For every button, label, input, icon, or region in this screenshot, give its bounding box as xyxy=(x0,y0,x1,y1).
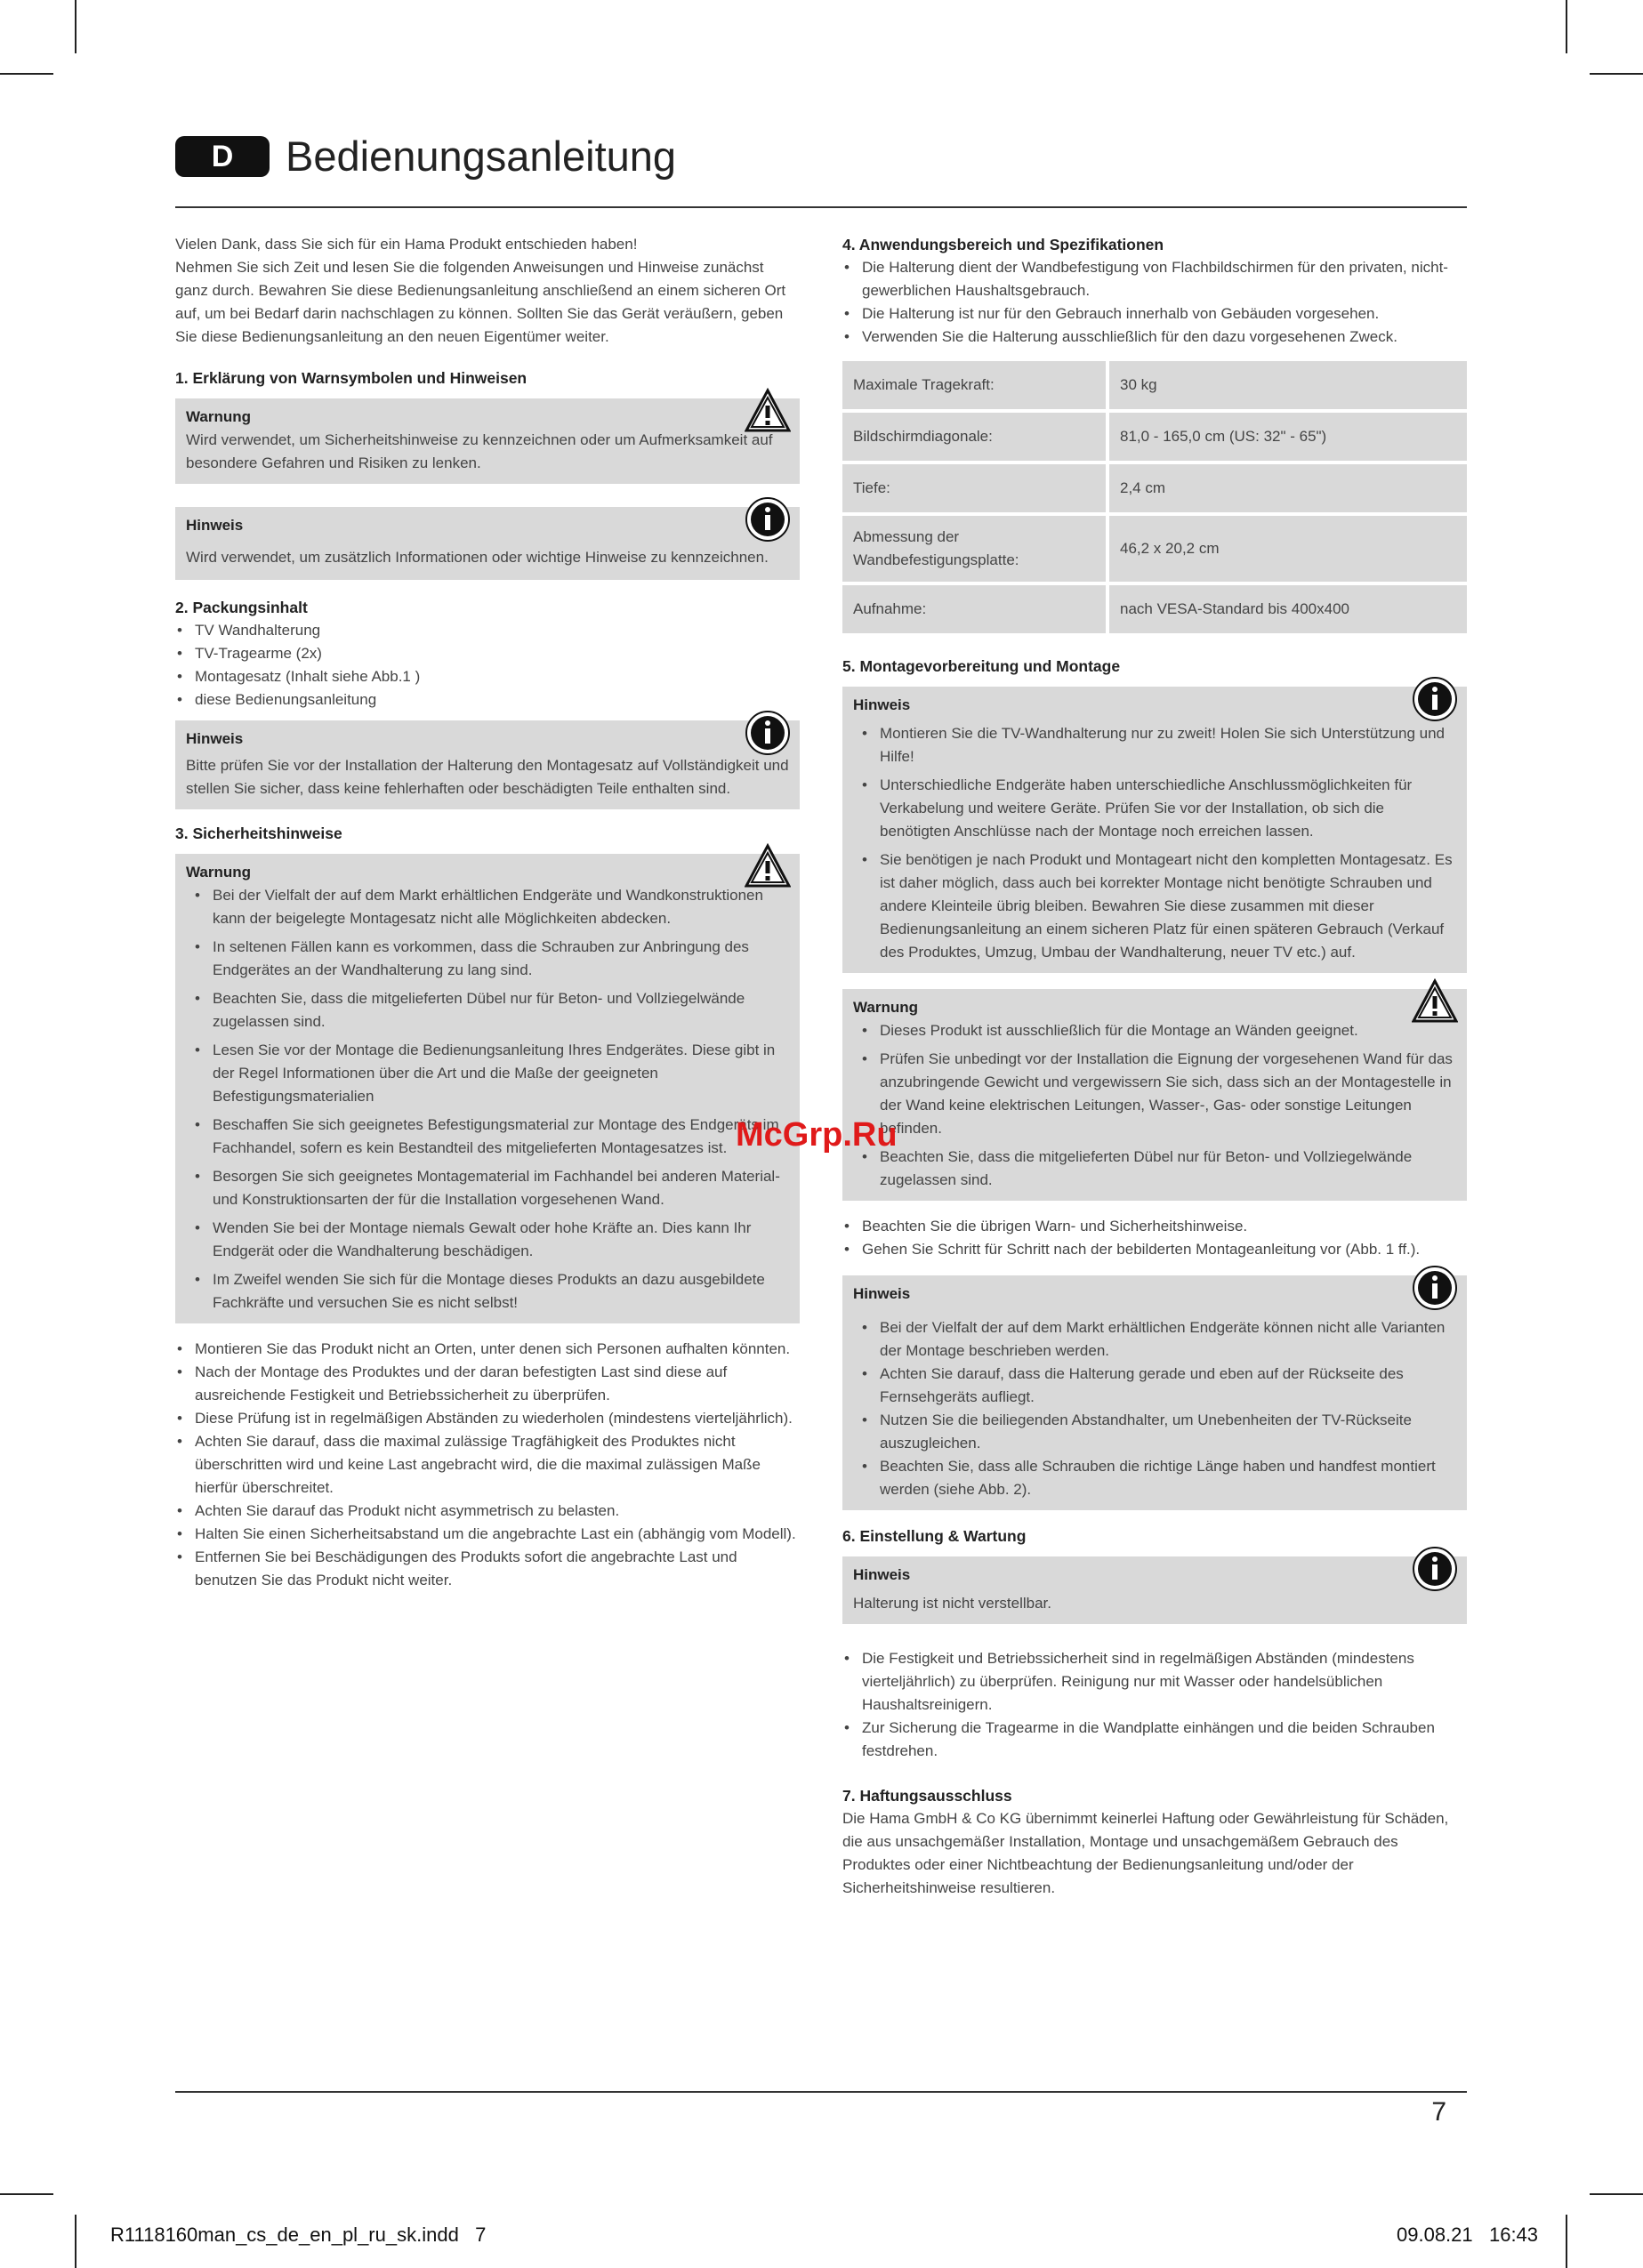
footer-rule xyxy=(175,2091,1467,2093)
warning-triangle-icon xyxy=(745,388,791,434)
list-item: • Die Halterung dient der Wandbefestigung von Flachbildschirmen für den privaten, nicht-gewerblichen Haushaltsgebrauch. xyxy=(842,256,1467,302)
note-title: Hinweis xyxy=(853,1285,911,1302)
info-icon xyxy=(745,496,791,543)
section-4-title: 4. Anwendungsbereich und Spezifikationen xyxy=(842,236,1164,253)
list-item: • Besorgen Sie sich geeignetes Montagematerial im Fachhandel bei anderen Material- und Konstruktionsarten der für die Installation vorgesehenen Wand. xyxy=(186,1165,789,1211)
package-contents-list xyxy=(175,619,800,712)
list-item: • Achten Sie darauf, dass die Halterung gerade und eben auf der Rückseite des Fernsehgeräts aufliegt. xyxy=(853,1363,1456,1409)
list-item: • Lesen Sie vor der Montage die Bedienungsanleitung Ihres Endgerätes. Diese gibt in der Regel Informationen über die Art und die Maße der geeigneten Befestigungsmaterialien xyxy=(186,1039,789,1108)
list-item: • Im Zweifel wenden Sie sich für die Montage dieses Produkts an dazu ausgebildete Fachkräfte und versuchen Sie es nicht selbst! xyxy=(186,1268,789,1315)
spec-value: 46,2 x 20,2 cm xyxy=(1109,516,1467,582)
spec-value: nach VESA-Standard bis 400x400 xyxy=(1109,585,1467,633)
list-item: • Beachten Sie die übrigen Warn- und Sicherheitshinweise. xyxy=(842,1215,1467,1238)
warning-list xyxy=(186,884,789,1315)
list-item: • diese Bedienungsanleitung xyxy=(175,688,800,712)
list-item: • Prüfen Sie unbedingt vor der Installation die Eignung der vorgesehenen Wand für das anzubringende Gewicht und vergewissern Sie sich, dass sich an der Montagestelle in der Wand keine elektrischen Leitungen, Wasser-, Gas- oder sonstige Leitungen befinden. xyxy=(853,1048,1456,1140)
warning-box xyxy=(175,398,800,484)
list-item: • Nutzen Sie die beiliegenden Abstandhalter, um Unebenheiten der TV-Rückseite auszugleichen. xyxy=(853,1409,1456,1455)
crop-mark xyxy=(1590,73,1643,75)
list-item: • Bei der Vielfalt der auf dem Markt erhältlichen Endgeräte können nicht alle Varianten der Montage beschrieben werden. xyxy=(853,1316,1456,1363)
spec-value: 81,0 - 165,0 cm (US: 32" - 65") xyxy=(1109,413,1467,461)
note-title: Hinweis xyxy=(853,1566,911,1583)
list-item: • Halten Sie einen Sicherheitsabstand um die angebrachte Last ein (abhängig vom Modell). xyxy=(175,1523,800,1546)
note-text: Wird verwendet, um zusätzlich Informationen oder wichtige Hinweise zu kennzeichnen. xyxy=(186,549,769,566)
spec-table xyxy=(842,358,1467,637)
safety-list xyxy=(175,1338,800,1592)
crop-mark xyxy=(0,73,53,75)
list-item: • Beschaffen Sie sich geeignetes Befestigungsmaterial zur Montage des Endgeräts im Fachhandel, sofern es kein Bestandteil des mitgelieferten Montagesatzes ist. xyxy=(186,1114,789,1160)
spec-key: Abmessung der Wandbefestigungsplatte: xyxy=(842,516,1109,582)
section-6-title: 6. Einstellung & Wartung xyxy=(842,1527,1027,1545)
table-row xyxy=(842,413,1467,461)
note-text: Halterung ist nicht verstellbar. xyxy=(853,1595,1051,1612)
spec-key: Maximale Tragekraft: xyxy=(842,361,1109,409)
crop-mark xyxy=(1566,0,1567,53)
section-7-title: 7. Haftungsausschluss xyxy=(842,1787,1012,1805)
spec-key: Bildschirmdiagonale: xyxy=(842,413,1109,461)
list-item: • Diese Prüfung ist in regelmäßigen Abständen zu wiederholen (mindestens vierteljährlich). xyxy=(175,1407,800,1430)
note-box xyxy=(175,720,800,809)
list-item: • Bei der Vielfalt der auf dem Markt erhältlichen Endgeräte und Wandkonstruktionen kann der beigelegte Montagesatz nicht alle Möglichkeiten abdecken. xyxy=(186,884,789,930)
note-title: Hinweis xyxy=(186,730,244,747)
list-item: • Dieses Produkt ist ausschließlich für die Montage an Wänden geeignet. xyxy=(853,1019,1456,1042)
note-box xyxy=(842,1275,1467,1510)
list-item: • Gehen Sie Schritt für Schritt nach der bebilderten Montageanleitung vor (Abb. 1 ff.). xyxy=(842,1238,1467,1261)
language-badge: D xyxy=(175,136,270,177)
spec-key: Tiefe: xyxy=(842,464,1109,512)
note-title: Hinweis xyxy=(853,696,911,713)
table-row xyxy=(842,585,1467,633)
spec-key: Aufnahme: xyxy=(842,585,1109,633)
page-header xyxy=(175,132,1467,208)
info-icon xyxy=(1412,676,1458,722)
list-item: • Beachten Sie, dass die mitgelieferten Dübel nur für Beton- und Vollziegelwände zugelassen sind. xyxy=(853,1146,1456,1192)
right-column xyxy=(842,233,1467,1900)
list-item: • Die Festigkeit und Betriebssicherheit sind in regelmäßigen Abständen (mindestens vierteljährlich) zu überprüfen. Reinigung nur mit Wasser oder handelsüblichen Haushaltsreinigern. xyxy=(842,1647,1467,1717)
info-icon xyxy=(1412,1265,1458,1311)
list-item: • Beachten Sie, dass alle Schrauben die richtige Länge haben und handfest montiert werden (siehe Abb. 2). xyxy=(853,1455,1456,1501)
intro-text: Nehmen Sie sich Zeit und lesen Sie die folgenden Anweisungen und Hinweise zunächst ganz durch. Bewahren Sie diese Bedienungsanleitung anschließend an einem sicheren Ort auf, um bei Bedarf darin nachschlagen zu können. Sollten Sie das Gerät veräußern, geben Sie diese Bedienungsanleitung an den neuen Eigentümer weiter. xyxy=(175,259,786,345)
list-item: • Achten Sie darauf, dass die maximal zulässige Tragfähigkeit des Produktes nicht überschritten wird und keine Last angebracht wird, die die maximal zulässigen Maße hierfür überschreitet. xyxy=(175,1430,800,1500)
crop-mark xyxy=(0,2193,53,2195)
info-icon xyxy=(745,710,791,756)
table-row xyxy=(842,464,1467,512)
file-slug: R1118160man_cs_de_en_pl_ru_sk.indd 7 xyxy=(110,2224,487,2246)
warning-box xyxy=(175,854,800,1323)
spec-value: 2,4 cm xyxy=(1109,464,1467,512)
crop-mark xyxy=(75,0,77,53)
table-row xyxy=(842,516,1467,582)
page-number: 7 xyxy=(1431,2097,1446,2127)
intro-thanks: Vielen Dank, dass Sie sich für ein Hama Produkt entschieden haben! xyxy=(175,236,638,253)
list-item: • Montagesatz (Inhalt siehe Abb.1 ) xyxy=(175,665,800,688)
section-5-title: 5. Montagevorbereitung und Montage xyxy=(842,657,1121,675)
date-slug: 09.08.21 16:43 xyxy=(1397,2224,1539,2246)
note-list xyxy=(853,722,1456,964)
warning-title: Warnung xyxy=(186,408,252,425)
left-column xyxy=(175,233,800,1592)
warning-triangle-icon xyxy=(1412,978,1458,1025)
list-item: • Entfernen Sie bei Beschädigungen des Produkts sofort die angebrachte Last und benutzen Sie das Produkt nicht weiter. xyxy=(175,1546,800,1592)
crop-mark xyxy=(1590,2193,1643,2195)
list-item: • Sie benötigen je nach Produkt und Montageart nicht den kompletten Montagesatz. Es ist daher möglich, dass auch bei korrekter Montage nicht benötigte Schrauben und andere Kleinteile übrig bleiben. Bewahren Sie diese zusammen mit dieser Bedienungsanleitung an einem sicheren Platz für einen späteren Gebrauch (Verkauf des Produktes, Umzug, Umbau der Wandhalterung, neuer TV etc.) auf. xyxy=(853,848,1456,964)
list-item: • Verwenden Sie die Halterung ausschließlich für den dazu vorgesehenen Zweck. xyxy=(842,326,1467,349)
note-list xyxy=(853,1316,1456,1501)
page-title: Bedienungsanleitung xyxy=(286,133,677,180)
section-3-title: 3. Sicherheitshinweise xyxy=(175,824,342,842)
note-title: Hinweis xyxy=(186,517,244,534)
list-item: • Montieren Sie die TV-Wandhalterung nur zu zweit! Holen Sie sich Unterstützung und Hilfe! xyxy=(853,722,1456,768)
list-item: • In seltenen Fällen kann es vorkommen, dass die Schrauben zur Anbringung des Endgerätes an der Wandhalterung zu lang sind. xyxy=(186,936,789,982)
list-item: • Nach der Montage des Produktes und der daran befestigten Last sind diese auf ausreichende Festigkeit und Betriebssicherheit zu überprüfen. xyxy=(175,1361,800,1407)
crop-mark xyxy=(1566,2215,1567,2268)
list-item: • Wenden Sie bei der Montage niemals Gewalt oder hohe Kräfte an. Dies kann Ihr Endgerät oder die Wandhalterung beschädigen. xyxy=(186,1217,789,1263)
list-item: • TV-Tragearme (2x) xyxy=(175,642,800,665)
note-box xyxy=(842,687,1467,973)
list-item: • Die Halterung ist nur für den Gebrauch innerhalb von Gebäuden vorgesehen. xyxy=(842,302,1467,326)
spec-value: 30 kg xyxy=(1109,361,1467,409)
warning-title: Warnung xyxy=(853,999,919,1016)
note-box xyxy=(842,1556,1467,1624)
maintenance-list xyxy=(842,1647,1467,1763)
list-item: • Montieren Sie das Produkt nicht an Orten, unter denen sich Personen aufhalten könnten. xyxy=(175,1338,800,1361)
section-1-title: 1. Erklärung von Warnsymbolen und Hinweisen xyxy=(175,369,528,387)
list-item: • Unterschiedliche Endgeräte haben unterschiedliche Anschlussmöglichkeiten für Verkabelung und weitere Geräte. Prüfen Sie vor der Installation, ob sich die benötigten Anschlüsse nach der Montage noch erreichen lassen. xyxy=(853,774,1456,843)
info-icon xyxy=(1412,1546,1458,1592)
list-item: • TV Wandhalterung xyxy=(175,619,800,642)
section-2-title: 2. Packungsinhalt xyxy=(175,599,308,616)
note-box xyxy=(175,507,800,580)
montage-list xyxy=(842,1215,1467,1261)
warning-list xyxy=(853,1019,1456,1192)
warning-box xyxy=(842,989,1467,1201)
warning-triangle-icon xyxy=(745,843,791,889)
usage-list xyxy=(842,256,1467,349)
list-item: • Achten Sie darauf das Produkt nicht asymmetrisch zu belasten. xyxy=(175,1500,800,1523)
warning-text: Wird verwendet, um Sicherheitshinweise zu kennzeichnen oder um Aufmerksamkeit auf besondere Gefahren und Risiken zu lenken. xyxy=(186,431,773,471)
note-text: Bitte prüfen Sie vor der Installation der Halterung den Montagesatz auf Vollständigkeit und stellen Sie sicher, dass keine fehlerhaften oder beschädigten Teile enthalten sind. xyxy=(186,757,789,797)
watermark: McGrp.Ru xyxy=(736,1116,898,1154)
table-row xyxy=(842,361,1467,409)
list-item: • Zur Sicherung die Tragearme in die Wandplatte einhängen und die beiden Schrauben festdrehen. xyxy=(842,1717,1467,1763)
crop-mark xyxy=(75,2215,77,2268)
disclaimer-text: Die Hama GmbH & Co KG übernimmt keinerlei Haftung oder Gewährleistung für Schäden, die aus unsachgemäßer Installation, Montage und unsachgemäßem Gebrauch des Produktes oder einer Nichtbeachtung der Bedienungsanleitung und/oder der Sicherheitshinweise resultieren. xyxy=(842,1810,1449,1896)
list-item: • Beachten Sie, dass die mitgelieferten Dübel nur für Beton- und Vollziegelwände zugelassen sind. xyxy=(186,987,789,1033)
warning-title: Warnung xyxy=(186,864,252,881)
